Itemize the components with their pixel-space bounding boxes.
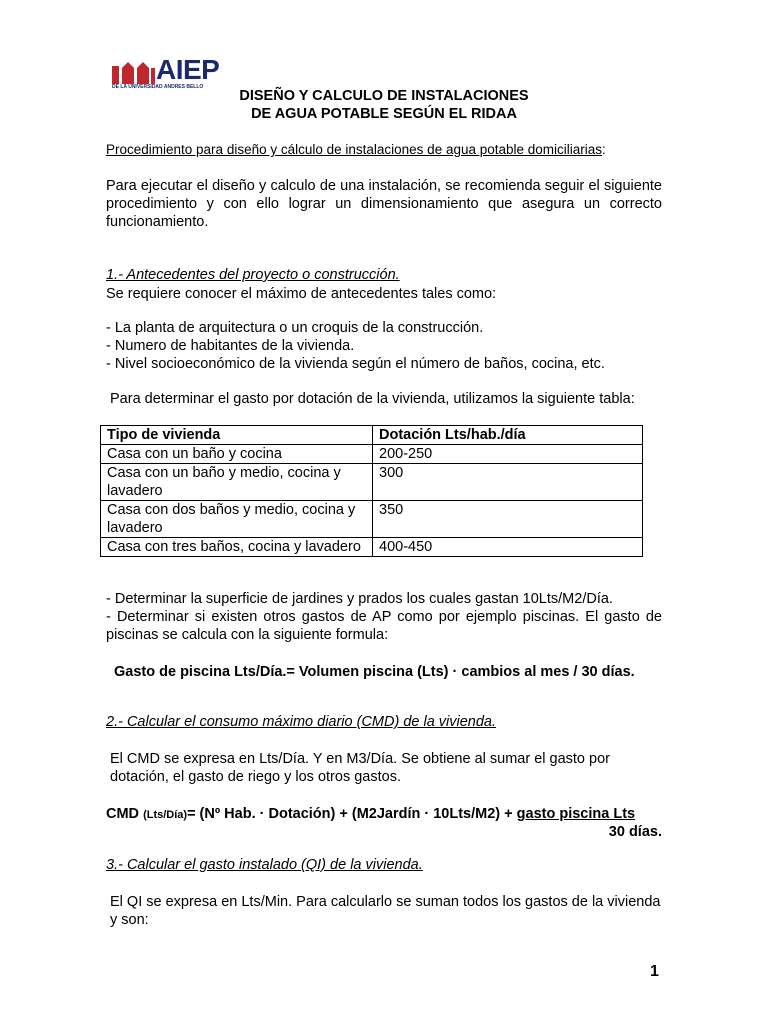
cmd-formula-denominator: 30 días. — [608, 824, 662, 840]
logo-brand: AIEP — [156, 54, 220, 85]
pool-formula: Gasto de piscina Lts/Día.= Volumen piscina (Lts) · cambios al mes / 30 días. — [114, 664, 635, 680]
garden-note: - Determinar la superficie de jardines y prados los cuales gastan 10Lts/M2/Día. — [106, 591, 613, 607]
table-cell: Casa con un baño y cocina — [101, 445, 373, 464]
page-number: 1 — [650, 963, 659, 980]
title-line-1: DISEÑO Y CALCULO DE INSTALACIONES — [239, 88, 529, 104]
intro-paragraph: Para ejecutar el diseño y calculo de una instalación, se recomienda seguir el siguiente procedimiento y con ello lograr un dimensionamiento que asegura un correcto funcionamiento. — [106, 178, 662, 230]
section1-item: - Nivel socioeconómico de la vivienda según el número de baños, cocina, etc. — [106, 356, 605, 372]
table-cell: Casa con dos baños y medio, cocina y lavadero — [101, 501, 373, 538]
table-cell: Casa con un baño y medio, cocina y lavadero — [101, 464, 373, 501]
table-intro: Para determinar el gasto por dotación de la vivienda, utilizamos la siguiente tabla: — [110, 391, 635, 407]
table-cell: Casa con tres baños, cocina y lavadero — [101, 538, 373, 557]
pool-note: - Determinar si existen otros gastos de AP como por ejemplo piscinas. El gasto de piscinas se calcula con la siguiente formula: — [106, 609, 662, 643]
section1-item: - Numero de habitantes de la vivienda. — [106, 338, 355, 354]
section1-item: - La planta de arquitectura o un croquis de la construcción. — [106, 320, 484, 336]
section2-text: El CMD se expresa en Lts/Día. Y en M3/Día. Se obtiene al sumar el gasto por dotación, el gasto de riego y los otros gastos. — [110, 751, 610, 785]
section2-heading: 2.- Calcular el consumo máximo diario (CMD) de la vivienda. — [106, 714, 497, 730]
table-cell: 300 — [373, 464, 643, 501]
table-row — [101, 501, 643, 538]
section1-lead: Se requiere conocer el máximo de antecedentes tales como: — [106, 286, 497, 302]
table-row — [101, 464, 643, 501]
table-header-row — [101, 426, 643, 445]
table-row — [101, 538, 643, 557]
houses-icon — [110, 60, 156, 86]
section3-text: El QI se expresa en Lts/Min. Para calcularlo se suman todos los gastos de la vivienda y son: — [110, 894, 661, 928]
procedure-heading: Procedimiento para diseño y cálculo de instalaciones de agua potable domiciliarias: — [106, 142, 606, 157]
table-cell: 350 — [373, 501, 643, 538]
table-cell: 400-450 — [373, 538, 643, 557]
section3-heading: 3.- Calcular el gasto instalado (QI) de la vivienda. — [106, 857, 423, 873]
table-header-cell: Tipo de vivienda — [101, 426, 373, 445]
cmd-formula: CMD (Lts/Día)= (Nº Hab. · Dotación) + (M2Jardín · 10Lts/M2) + gasto piscina Lts — [106, 806, 636, 822]
table-row — [101, 445, 643, 464]
dotacion-table — [100, 425, 643, 557]
table-header-cell: Dotación Lts/hab./día — [373, 426, 643, 445]
logo-subtitle: DE LA UNIVERSIDAD ANDRES BELLO — [112, 84, 204, 90]
section1-heading: 1.- Antecedentes del proyecto o construcción. — [106, 267, 400, 283]
table-cell: 200-250 — [373, 445, 643, 464]
title-line-2: DE AGUA POTABLE SEGÚN EL RIDAA — [251, 106, 517, 122]
